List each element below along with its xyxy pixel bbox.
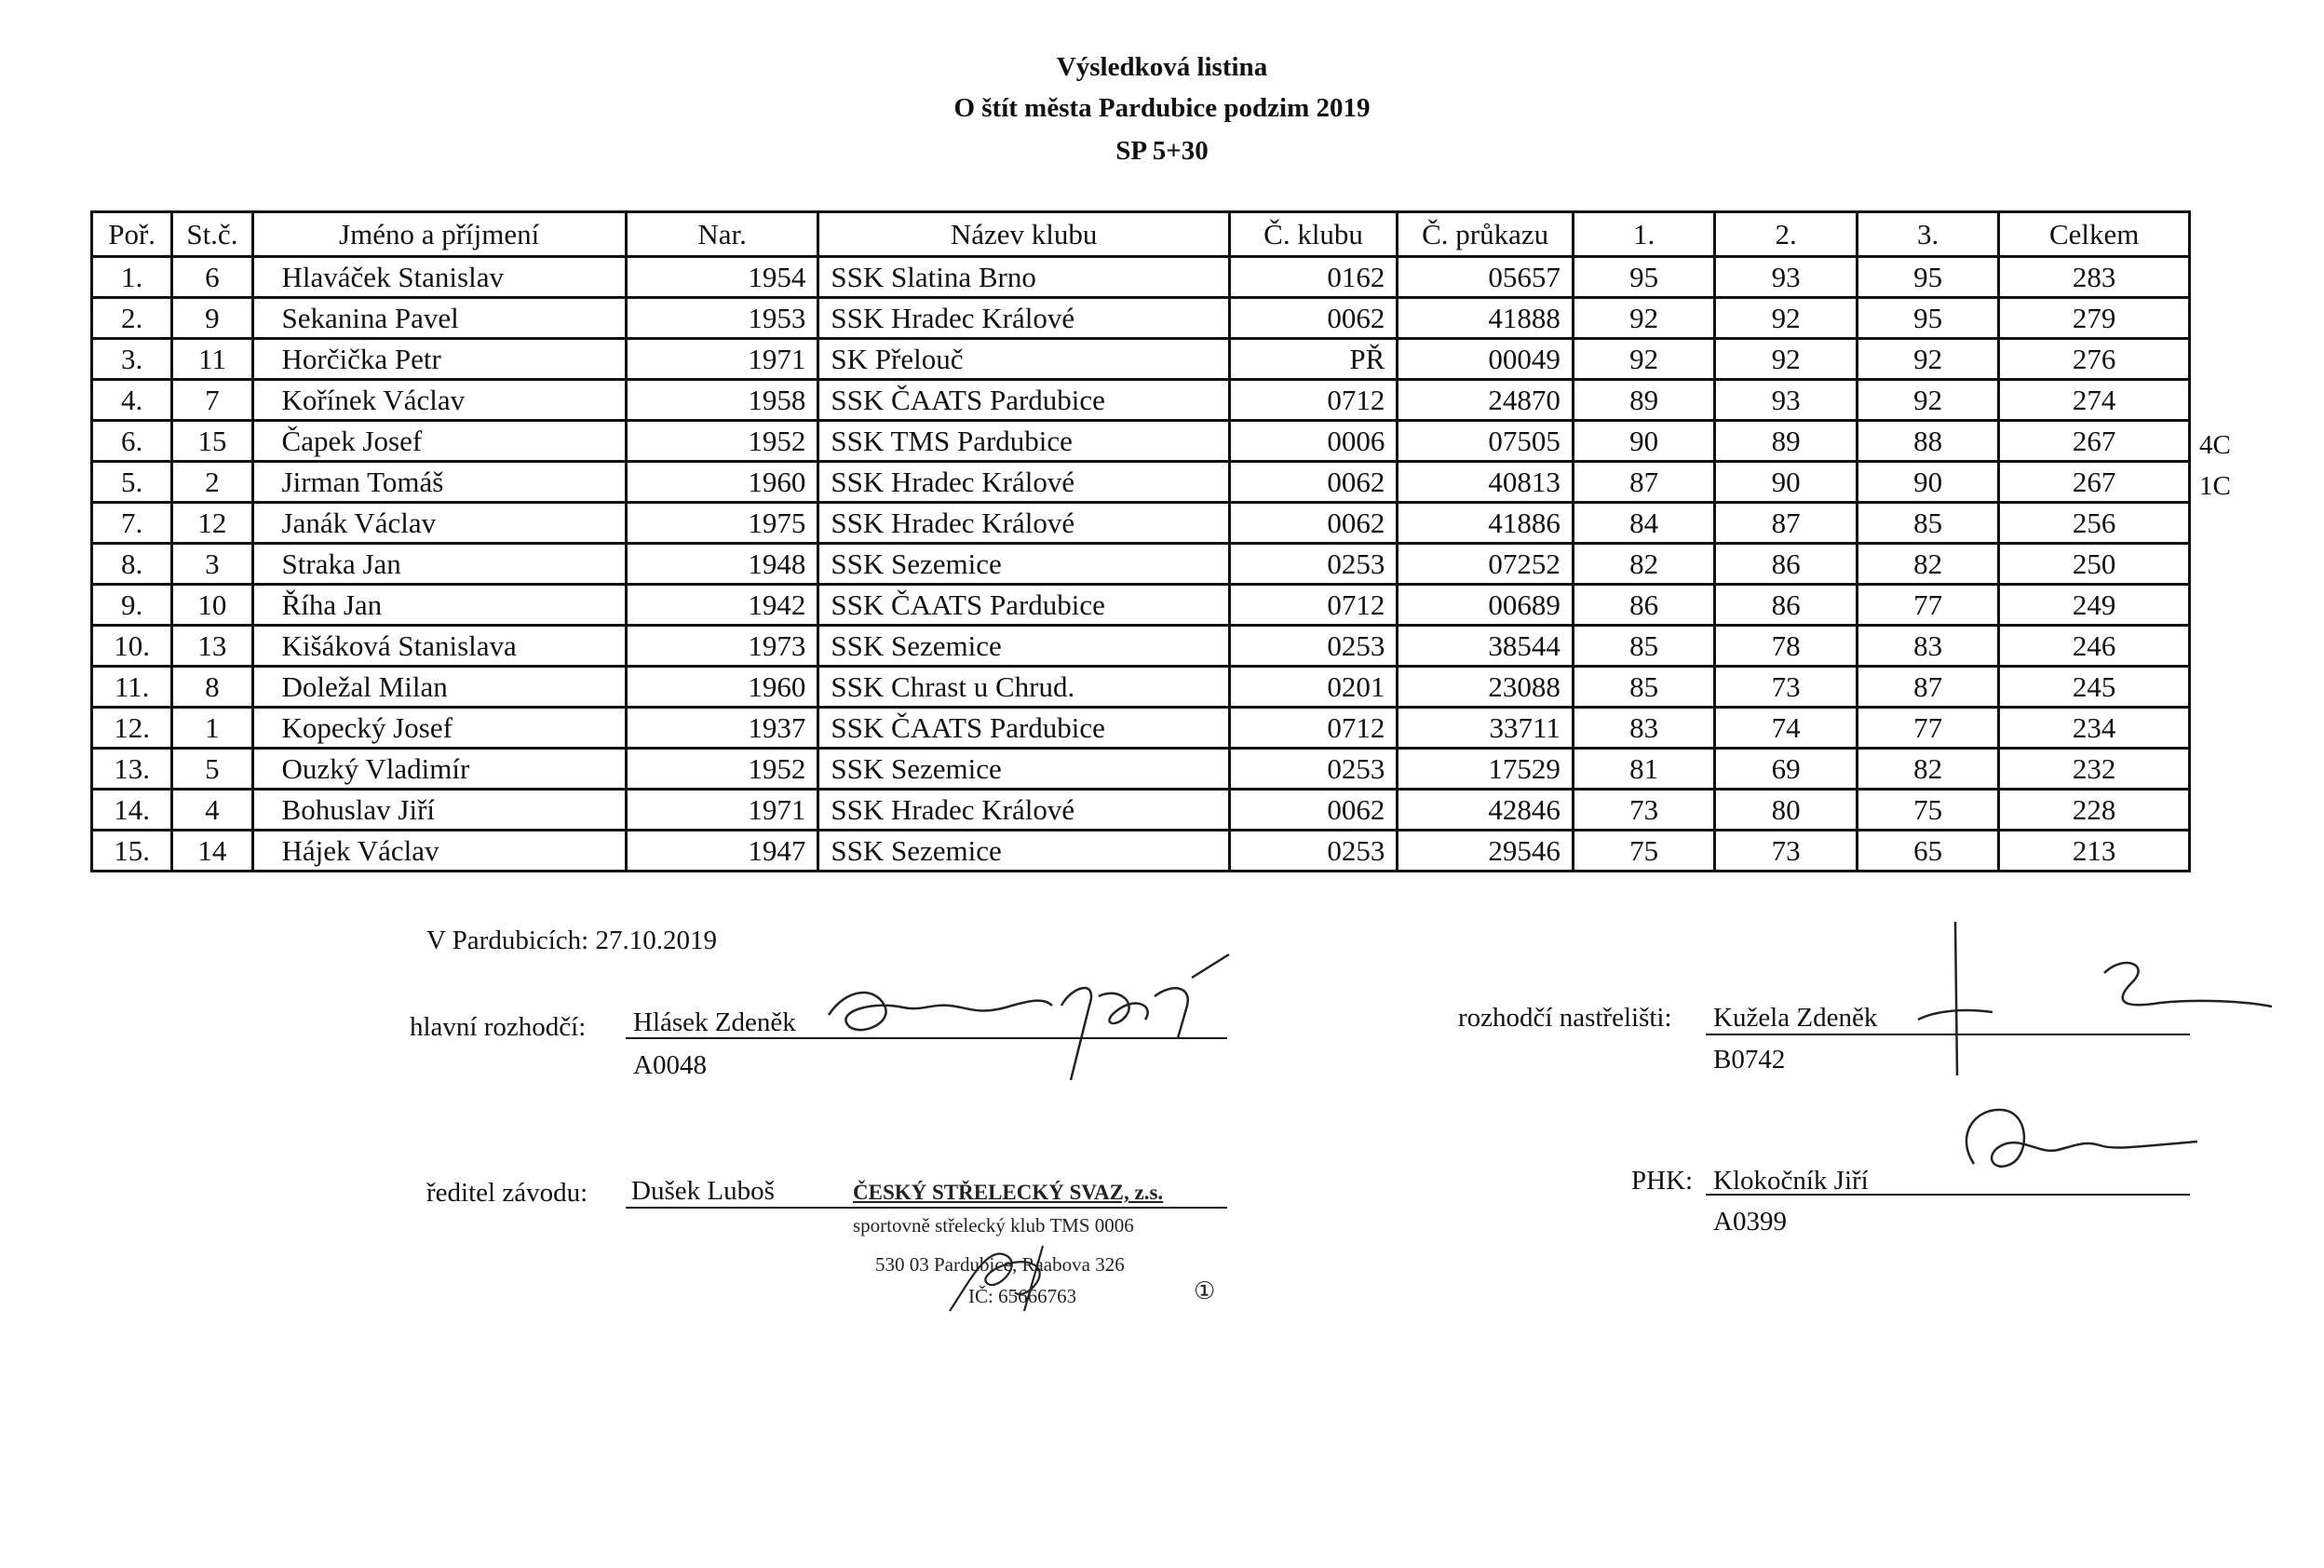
cell-license-number: 23088 <box>1398 667 1574 708</box>
col-header-name: Jméno a příjmení <box>252 212 626 257</box>
cell-series-1: 85 <box>1573 667 1714 708</box>
place-date: V Pardubicích: 27.10.2019 <box>426 926 717 955</box>
cell-license-number: 42846 <box>1398 790 1574 831</box>
cell-start-number: 14 <box>172 831 252 872</box>
table-row <box>92 298 2190 339</box>
cell-total: 283 <box>1999 257 2190 298</box>
cell-start-number: 1 <box>172 708 252 749</box>
cell-license-number: 07252 <box>1398 544 1574 585</box>
cell-start-number: 11 <box>172 339 252 380</box>
cell-name: Horčička Petr <box>252 339 626 380</box>
cell-series-3: 82 <box>1857 544 1998 585</box>
cell-series-3: 88 <box>1857 421 1998 462</box>
cell-start-number: 2 <box>172 462 252 503</box>
cell-birth-year: 1958 <box>626 380 818 421</box>
cell-series-1: 90 <box>1573 421 1714 462</box>
cell-club-number: 0712 <box>1229 585 1398 626</box>
cell-club-name: SSK Sezemice <box>818 749 1229 790</box>
cell-total: 245 <box>1999 667 2190 708</box>
col-header-series-1: 1. <box>1573 212 1714 257</box>
cell-club-name: SSK ČAATS Pardubice <box>818 708 1229 749</box>
cell-series-3: 92 <box>1857 339 1998 380</box>
results-table <box>90 210 2191 872</box>
cell-series-3: 92 <box>1857 380 1998 421</box>
title: Výsledková listina <box>1056 52 1268 82</box>
table-row <box>92 544 2190 585</box>
cell-rank: 15. <box>92 831 172 872</box>
col-header-series-3: 3. <box>1857 212 1998 257</box>
cell-total: 276 <box>1999 339 2190 380</box>
cell-series-2: 92 <box>1715 339 1857 380</box>
cell-birth-year: 1948 <box>626 544 818 585</box>
cell-total: 228 <box>1999 790 2190 831</box>
subtitle: O štít města Pardubice podzim 2019 <box>953 93 1371 123</box>
col-header-series-2: 2. <box>1715 212 1857 257</box>
cell-series-2: 80 <box>1715 790 1857 831</box>
cell-name: Hlaváček Stanislav <box>252 257 626 298</box>
table-row <box>92 380 2190 421</box>
cell-license-number: 24870 <box>1398 380 1574 421</box>
stamp-line-4: IČ: 65666763 <box>968 1285 1077 1307</box>
cell-license-number: 38544 <box>1398 626 1574 667</box>
cell-series-1: 95 <box>1573 257 1714 298</box>
cell-club-name: SSK ČAATS Pardubice <box>818 585 1229 626</box>
cell-total: 213 <box>1999 831 2190 872</box>
cell-series-2: 93 <box>1715 257 1857 298</box>
cell-club-number: 0062 <box>1229 503 1398 544</box>
range-referee-name: Kužela Zdeněk <box>1713 1003 1878 1033</box>
cell-club-number: 0253 <box>1229 544 1398 585</box>
cell-series-1: 89 <box>1573 380 1714 421</box>
cell-total: 267 <box>1999 421 2190 462</box>
cell-birth-year: 1975 <box>626 503 818 544</box>
cell-birth-year: 1952 <box>626 749 818 790</box>
cell-birth-year: 1952 <box>626 421 818 462</box>
cell-total: 234 <box>1999 708 2190 749</box>
cell-start-number: 6 <box>172 257 252 298</box>
cell-series-3: 95 <box>1857 298 1998 339</box>
cell-rank: 10. <box>92 626 172 667</box>
cell-series-1: 81 <box>1573 749 1714 790</box>
cell-total: 274 <box>1999 380 2190 421</box>
cell-series-1: 87 <box>1573 462 1714 503</box>
cell-rank: 11. <box>92 667 172 708</box>
table-row <box>92 339 2190 380</box>
cell-club-number: 0162 <box>1229 257 1398 298</box>
cell-series-3: 83 <box>1857 626 1998 667</box>
cell-club-name: SSK Hradec Králové <box>818 503 1229 544</box>
cell-start-number: 13 <box>172 626 252 667</box>
cell-club-name: SSK Hradec Králové <box>818 298 1229 339</box>
stamp <box>853 1181 1163 1205</box>
cell-club-number: 0712 <box>1229 380 1398 421</box>
range-referee-id: B0742 <box>1713 1045 1786 1075</box>
table-row <box>92 708 2190 749</box>
cell-license-number: 00049 <box>1398 339 1574 380</box>
col-header-license-number: Č. průkazu <box>1398 212 1574 257</box>
cell-start-number: 9 <box>172 298 252 339</box>
cell-rank: 1. <box>92 257 172 298</box>
col-header-birth-year: Nar. <box>626 212 818 257</box>
stamp-line-3: 530 03 Pardubice, Raabova 326 <box>875 1253 1125 1276</box>
cell-total: 250 <box>1999 544 2190 585</box>
cell-club-name: SSK Sezemice <box>818 626 1229 667</box>
cell-rank: 3. <box>92 339 172 380</box>
cell-birth-year: 1953 <box>626 298 818 339</box>
cell-license-number: 17529 <box>1398 749 1574 790</box>
cell-rank: 2. <box>92 298 172 339</box>
cell-total: 267 <box>1999 462 2190 503</box>
col-header-club-number: Č. klubu <box>1229 212 1398 257</box>
cell-start-number: 10 <box>172 585 252 626</box>
cell-name: Čapek Josef <box>252 421 626 462</box>
cell-club-number: 0712 <box>1229 708 1398 749</box>
cell-total: 232 <box>1999 749 2190 790</box>
cell-total: 256 <box>1999 503 2190 544</box>
cell-start-number: 7 <box>172 380 252 421</box>
cell-license-number: 41886 <box>1398 503 1574 544</box>
cell-series-2: 89 <box>1715 421 1857 462</box>
cell-series-2: 73 <box>1715 831 1857 872</box>
cell-series-2: 87 <box>1715 503 1857 544</box>
table-header-row <box>92 212 2190 257</box>
cell-series-3: 77 <box>1857 585 1998 626</box>
col-header-rank: Poř. <box>92 212 172 257</box>
cell-total: 279 <box>1999 298 2190 339</box>
chief-referee-label: hlavní rozhodčí: <box>410 1012 587 1042</box>
range-referee-signature <box>1899 917 2290 1075</box>
chief-referee-signature <box>819 950 1248 1089</box>
stamp-mark: ① <box>1194 1277 1216 1304</box>
cell-series-1: 86 <box>1573 585 1714 626</box>
cell-rank: 6. <box>92 421 172 462</box>
cell-series-1: 84 <box>1573 503 1714 544</box>
cell-series-2: 73 <box>1715 667 1857 708</box>
cell-birth-year: 1960 <box>626 667 818 708</box>
cell-birth-year: 1971 <box>626 790 818 831</box>
cell-license-number: 41888 <box>1398 298 1574 339</box>
cell-series-1: 83 <box>1573 708 1714 749</box>
cell-series-2: 86 <box>1715 585 1857 626</box>
table-row <box>92 626 2190 667</box>
cell-name: Hájek Václav <box>252 831 626 872</box>
cell-start-number: 5 <box>172 749 252 790</box>
cell-name: Bohuslav Jiří <box>252 790 626 831</box>
cell-start-number: 8 <box>172 667 252 708</box>
cell-rank: 14. <box>92 790 172 831</box>
cell-club-number: 0201 <box>1229 667 1398 708</box>
cell-birth-year: 1937 <box>626 708 818 749</box>
stamp-line-2: sportovně střelecký klub TMS 0006 <box>853 1214 1134 1237</box>
cell-name: Říha Jan <box>252 585 626 626</box>
cell-series-1: 75 <box>1573 831 1714 872</box>
cell-club-number: 0062 <box>1229 298 1398 339</box>
chief-referee-name: Hlásek Zdeněk <box>633 1007 796 1037</box>
cell-club-name: SK Přelouč <box>818 339 1229 380</box>
cell-birth-year: 1954 <box>626 257 818 298</box>
cell-name: Kopecký Josef <box>252 708 626 749</box>
cell-series-2: 93 <box>1715 380 1857 421</box>
cell-club-name: SSK Hradec Králové <box>818 462 1229 503</box>
cell-license-number: 33711 <box>1398 708 1574 749</box>
cell-rank: 4. <box>92 380 172 421</box>
cell-series-3: 75 <box>1857 790 1998 831</box>
cell-license-number: 00689 <box>1398 585 1574 626</box>
cell-rank: 13. <box>92 749 172 790</box>
cell-series-1: 73 <box>1573 790 1714 831</box>
cell-name: Jirman Tomáš <box>252 462 626 503</box>
cell-birth-year: 1960 <box>626 462 818 503</box>
cell-license-number: 07505 <box>1398 421 1574 462</box>
cell-series-1: 92 <box>1573 339 1714 380</box>
cell-series-3: 82 <box>1857 749 1998 790</box>
cell-license-number: 05657 <box>1398 257 1574 298</box>
table-row <box>92 257 2190 298</box>
cell-club-name: SSK TMS Pardubice <box>818 421 1229 462</box>
cell-series-3: 90 <box>1857 462 1998 503</box>
cell-series-1: 82 <box>1573 544 1714 585</box>
cell-series-2: 69 <box>1715 749 1857 790</box>
cell-series-1: 85 <box>1573 626 1714 667</box>
director-signature <box>931 1227 1080 1320</box>
cell-series-2: 78 <box>1715 626 1857 667</box>
cell-rank: 9. <box>92 585 172 626</box>
table-row <box>92 421 2190 462</box>
col-header-total: Celkem <box>1999 212 2190 257</box>
results-body <box>92 257 2190 872</box>
director-label: ředitel závodu: <box>426 1178 588 1208</box>
cell-birth-year: 1942 <box>626 585 818 626</box>
cell-total: 249 <box>1999 585 2190 626</box>
cell-birth-year: 1971 <box>626 339 818 380</box>
cell-name: Kišáková Stanislava <box>252 626 626 667</box>
cell-start-number: 15 <box>172 421 252 462</box>
cell-name: Janák Václav <box>252 503 626 544</box>
cell-club-number: 0062 <box>1229 462 1398 503</box>
table-row <box>92 831 2190 872</box>
cell-rank: 8. <box>92 544 172 585</box>
cell-license-number: 40813 <box>1398 462 1574 503</box>
table-row <box>92 585 2190 626</box>
cell-club-number: 0006 <box>1229 421 1398 462</box>
cell-license-number: 29546 <box>1398 831 1574 872</box>
cell-club-name: SSK Sezemice <box>818 831 1229 872</box>
cell-name: Doležal Milan <box>252 667 626 708</box>
table-row <box>92 667 2190 708</box>
cell-rank: 12. <box>92 708 172 749</box>
cell-club-number: 0062 <box>1229 790 1398 831</box>
cell-club-number: PŘ <box>1229 339 1398 380</box>
cell-series-2: 92 <box>1715 298 1857 339</box>
cell-series-3: 65 <box>1857 831 1998 872</box>
phk-label: PHK: <box>1631 1166 1694 1196</box>
cell-name: Straka Jan <box>252 544 626 585</box>
range-referee-label: rozhodčí nastřelišti: <box>1458 1003 1672 1033</box>
cell-name: Ouzký Vladimír <box>252 749 626 790</box>
cell-start-number: 12 <box>172 503 252 544</box>
director-signature-line <box>626 1207 1227 1209</box>
table-row <box>92 790 2190 831</box>
phk-name: Klokočník Jiří <box>1713 1166 1869 1196</box>
chief-referee-id: A0048 <box>633 1050 707 1080</box>
stamp-line-1: ČESKÝ STŘELECKÝ SVAZ, z.s. <box>853 1181 1164 1204</box>
cell-birth-year: 1973 <box>626 626 818 667</box>
col-header-club-name: Název klubu <box>818 212 1229 257</box>
cell-series-2: 86 <box>1715 544 1857 585</box>
cell-series-1: 92 <box>1573 298 1714 339</box>
cell-club-name: SSK Sezemice <box>818 544 1229 585</box>
cell-club-name: SSK Chrast u Chrud. <box>818 667 1229 708</box>
discipline: SP 5+30 <box>1115 136 1209 166</box>
cell-club-name: SSK Slatina Brno <box>818 257 1229 298</box>
cell-series-3: 85 <box>1857 503 1998 544</box>
cell-club-name: SSK ČAATS Pardubice <box>818 380 1229 421</box>
cell-birth-year: 1947 <box>626 831 818 872</box>
cell-series-2: 74 <box>1715 708 1857 749</box>
table-row <box>92 462 2190 503</box>
director-name: Dušek Luboš <box>631 1176 775 1206</box>
cell-series-3: 95 <box>1857 257 1998 298</box>
cell-total: 246 <box>1999 626 2190 667</box>
cell-club-number: 0253 <box>1229 626 1398 667</box>
col-header-start-number: St.č. <box>172 212 252 257</box>
cell-name: Kořínek Václav <box>252 380 626 421</box>
side-note-tiebreak-2: 1C <box>2199 471 2231 501</box>
cell-club-number: 0253 <box>1229 749 1398 790</box>
cell-series-3: 77 <box>1857 708 1998 749</box>
side-note-tiebreak-1: 4C <box>2199 430 2231 460</box>
cell-name: Sekanina Pavel <box>252 298 626 339</box>
cell-start-number: 3 <box>172 544 252 585</box>
table-row <box>92 749 2190 790</box>
phk-id: A0399 <box>1713 1207 1787 1237</box>
table-row <box>92 503 2190 544</box>
phk-signature <box>1899 1099 2216 1201</box>
cell-start-number: 4 <box>172 790 252 831</box>
cell-club-number: 0253 <box>1229 831 1398 872</box>
cell-series-2: 90 <box>1715 462 1857 503</box>
cell-rank: 5. <box>92 462 172 503</box>
cell-club-name: SSK Hradec Králové <box>818 790 1229 831</box>
cell-series-3: 87 <box>1857 667 1998 708</box>
cell-rank: 7. <box>92 503 172 544</box>
